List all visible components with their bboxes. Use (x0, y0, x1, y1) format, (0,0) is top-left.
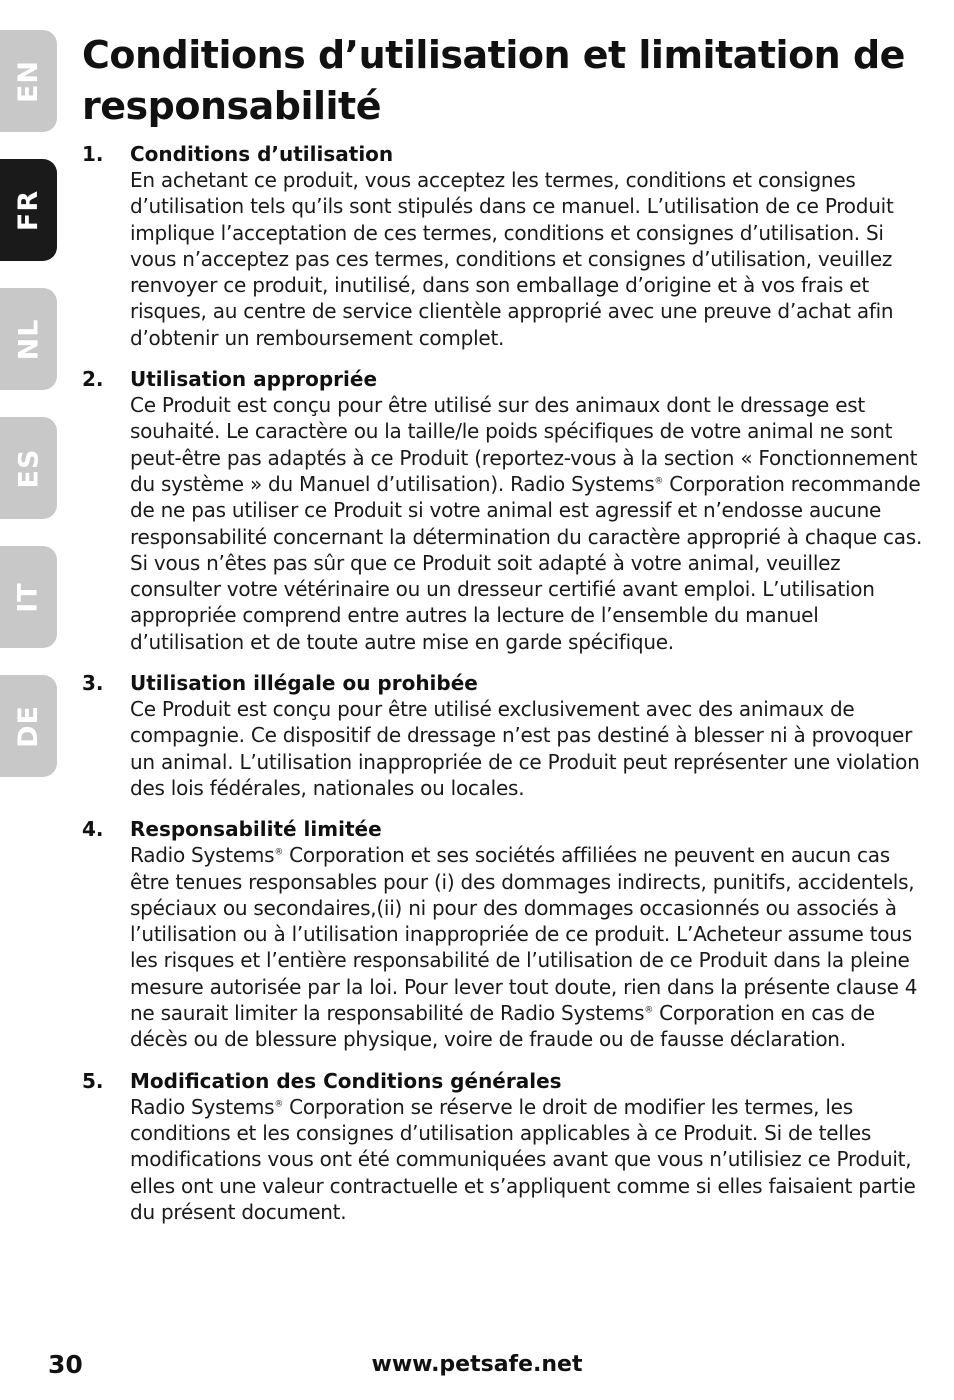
section-number: 1. (82, 142, 104, 166)
section-heading: Utilisation appropriée (130, 367, 378, 392)
section-number: 3. (82, 671, 104, 696)
section-number: 5. (82, 1068, 104, 1093)
registered-mark: ® (274, 1098, 284, 1109)
language-tab-label: DE (12, 704, 44, 748)
section-body (130, 842, 928, 1052)
page-title: Conditions d’utilisation et limitation de responsabilité (82, 33, 905, 128)
section-number: 2. (82, 367, 104, 392)
section-heading: Conditions d’utilisation (130, 142, 394, 166)
section-body: Ce Produit est conçu pour être utilisé exclusivement avec des animaux de compagnie. Ce dispositif de dressage n’est pas destiné à blesser ni à provoquer un animal. L’utilisation inappropriée de ce Produit peut représenter une violation des lois fédérales, nationales ou locales. (130, 697, 920, 800)
language-tab-fr[interactable] (0, 159, 57, 261)
terms-content (82, 141, 928, 1240)
language-tab-label: EN (12, 59, 44, 103)
website-link[interactable]: www.petsafe.net (371, 1352, 583, 1377)
language-tab-label: NL (13, 318, 44, 360)
body-text: Corporation en cas de décès ou de blessure physique, voire de fraude ou de fausse déclaration. (130, 1001, 875, 1052)
language-tab-label: FR (12, 189, 44, 231)
body-text: Corporation recommande de ne pas utiliser ce Produit si votre animal est agressif et n’endosse aucune responsabilité concernant la détermination du caractère approprié à chaque cas. Si vous n’êtes pas sûr que ce Produit soit adapté à votre animal, veuillez consulter votre vétérinaire ou un dresseur certifié avant emploi. L’utilisation appropriée comprend entre autres la lecture de l’ensemble du manuel d’utilisation et de toute autre mise en garde spécifique. (130, 471, 923, 654)
section-conditions-of-use (82, 141, 928, 351)
language-tab-label: ES (12, 448, 44, 488)
section-heading: Responsabilité limitée (130, 817, 382, 842)
registered-mark: ® (274, 847, 284, 858)
section-modification (82, 1068, 928, 1225)
section-body: En achetant ce produit, vous acceptez les termes, conditions et consignes d’utilisation tels qu’ils sont stipulés dans ce manuel. L’utilisation de ce Produit implique l’acceptation de ces termes, conditions et consignes d’utilisation. Si vous n’acceptez pas ces termes, conditions et consignes d’utilisation, veuillez renvoyer ce produit, inutilisé, dans son emballage d’origine et à vos frais et risques, au centre de service clientèle approprié avec une preuve d’achat afin d’obtenir un remboursement complet. (130, 168, 894, 350)
body-text: Ce Produit est conçu pour être utilisé sur des animaux dont le dressage est souhaité. Le caractère ou la taille/le poids spécifiques de votre animal ne sont peut-être pas adaptés à ce Produit (reportez-vous à la section « Fonctionnement du système » du Manuel d’utilisation). Radio Systems (130, 393, 918, 496)
registered-mark: ® (654, 476, 664, 487)
section-limited-liability (82, 816, 928, 1052)
section-body (130, 1094, 928, 1225)
section-illegal-use (82, 670, 928, 801)
section-heading: Utilisation illégale ou prohibée (130, 671, 478, 696)
registered-mark: ® (644, 1005, 654, 1016)
body-text: Corporation se réserve le droit de modifier les termes, les conditions et les consignes d’utilisation applicables à ce Produit. Si de telles modifications vous ont été communiquées avant que vous n’utilisiez ce Produit, elles ont une valeur contractuelle et s’appliquent comme si elles faisaient partie du présent document. (130, 1094, 916, 1224)
language-tab-label: IT (13, 581, 44, 613)
section-number: 4. (82, 817, 104, 842)
body-text: Corporation et ses sociétés affiliées ne peuvent en aucun cas être tenues responsables pour (i) des dommages indirects, punitifs, accidentels, spéciaux ou secondaires,(ii) ni pour des dommages occasionnés ou associés à l’utilisation ou à l’utilisation inappropriée de ce produit. L’Acheteur assume tous les risques et l’entière responsabilité de l’utilisation de ce Produit dans la pleine mesure autorisée par la loi. Pour lever tout doute, rien dans la présente clause 4 ne saurait limiter la responsabilité de Radio Systems (130, 843, 918, 1026)
language-tab-es[interactable] (0, 417, 57, 519)
language-tab-de[interactable] (0, 675, 57, 777)
page-number: 30 (48, 1350, 83, 1379)
section-body (130, 392, 928, 655)
section-heading: Modification des Conditions générales (130, 1068, 562, 1093)
body-text: Radio Systems (130, 843, 275, 868)
language-tab-nl[interactable] (0, 288, 57, 390)
language-tab-it[interactable] (0, 546, 57, 648)
language-tab-en[interactable] (0, 30, 57, 132)
section-appropriate-use (82, 366, 928, 655)
body-text: Radio Systems (130, 1094, 275, 1119)
